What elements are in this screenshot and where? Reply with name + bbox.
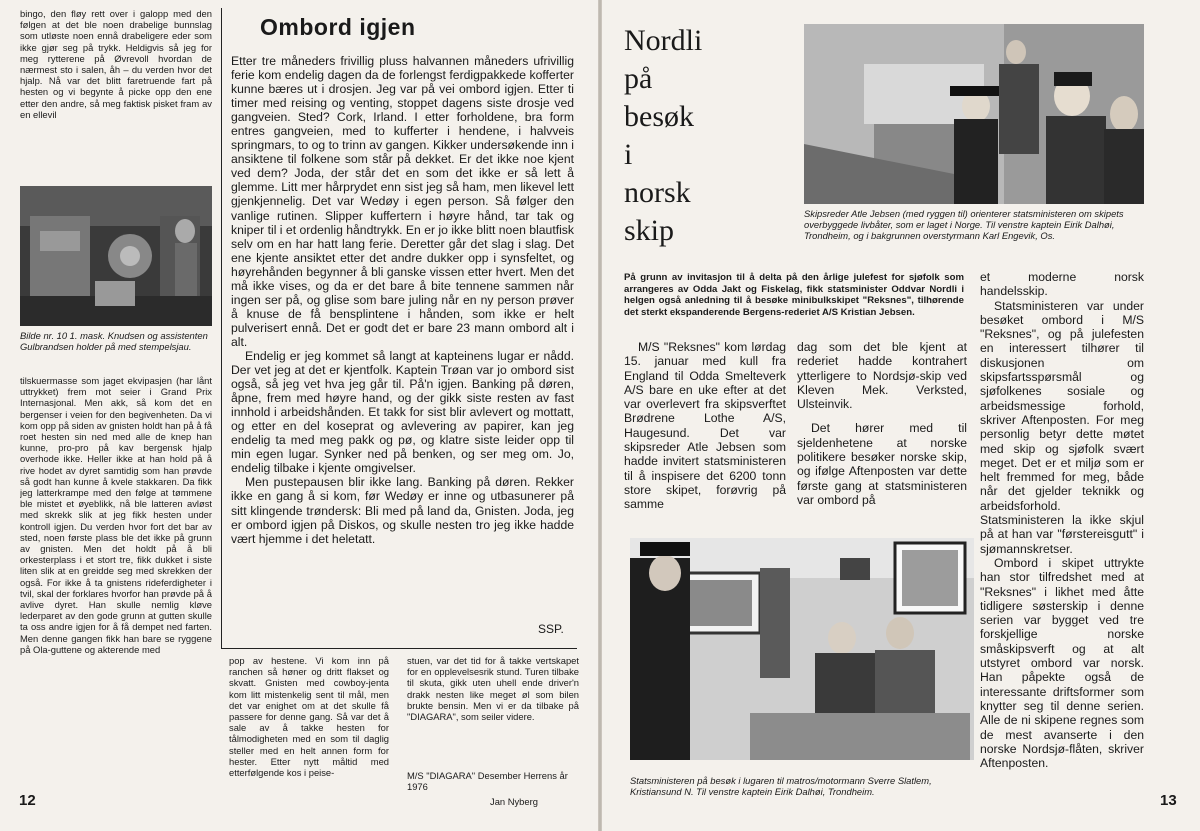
column-c-paragraph-2: Statsministeren var under besøket ombord i M/S "Reksnes", og på julefesten en interessert tilhører til diskusjonen om skipsfartsspørsmål og sjøfolkenes sosiale og arbeidsmessige forhold, skriver Aftenposten. For meg personlig betyr dette møtet med skip og sjøfolk svært meget. Det er et miljø som er helt fremmed for meg, både når det gjelder teknikk og arbeidsforhold. Statsministeren la ikke skjul på at han var "førstereisgutt" i sjømannskretser. <box>980 298 1144 556</box>
cabin-photo <box>630 538 974 760</box>
column-1-bottom-text: tilskuermasse som jaget ekvipasjen (har lånt uttrykket) frem mot seier i Grand Prix Internasjonal. Men akk, så kom det en bergenser i veien for den begivenheten. Da vi kom opp på siden av gnisten holdt han på å få roet hesten sin ned med alle de knep han kunne, pro-pro på kav bergensk hjalp overhode ikke. Heller ikke at han hold på å rive hodet av dyret samtidig som han prøvde så godt han kunne å kvele stakkaren. Da fikk jeg latterkrampe med den følge at tømmene ble mistet et øyeblikk, nå ble latteren avløst med skrekk slik at jeg fikk hesten under kontroll igjen. Du verden hvor fort det bar av sted, noen første plass ble det ikke på grunn av gnisten. Men det holdt på å bli orkesterplass i et stort tre, fikk dukket i siste liten slik at en greidde seg med skrekken der også. For ikke å ta gnistens rideferdigheter i tvil, skal der forklares hvorfor han prøvde på å avlive dyret. Han skulle nemlig kløve lederparet av den gode grunn at gutten skulle ta oss andre igjen for å få dempet ned farten. Men denne gangen fikk han bare se ryggene på Ola-guttene og akterende med <box>20 375 212 655</box>
column-right-dateline: M/S "DIAGARA" Desember Herrens år 1976 <box>407 770 568 793</box>
column-1-bottom <box>20 375 212 813</box>
article-column-b <box>797 340 967 530</box>
workshop-photo-caption: Bilde nr. 10 1. mask. Knudsen og assistenten Gulbrandsen holder på med stempelsjau. <box>20 330 208 352</box>
article-column-c <box>980 270 1144 830</box>
page-number-right: 13 <box>1160 792 1177 809</box>
headline-word-4: i <box>624 138 633 171</box>
column-c-paragraph-1: et moderne norsk handelsskip. <box>980 270 1144 299</box>
feature-headline <box>624 22 702 250</box>
headline-word-1: Nordli <box>624 24 703 57</box>
column-mid-text: pop av hestene. Vi kom inn på ranchen så høner og dritt flakset og skvatt. Gnisten med cowboy-jenta kom litt mistenkelig sent til mål, men det var enighet om at det skulle få passere for denne gang. Så var det å sale av å takke hesten for tålmodigheten med en som til daglig steller med en helt annen form for hester. Etter nytt måltid med etterfølgende kos i peise- <box>229 655 389 779</box>
column-mid <box>229 655 389 815</box>
stamping-workshop-photo <box>20 186 212 326</box>
story-border-bottom <box>221 648 577 649</box>
headline-word-3: besøk <box>624 100 694 133</box>
headline-word-6: skip <box>624 214 675 247</box>
column-a-paragraph-1: M/S "Reksnes" kom lørdag 15. januar med kull fra England til Odda Smelteverk A/S bare en uke efter at det var overlevert fra skipsverftet Brødrene Lothe A/S, Haugesund. Det var skipsreder Atle Jebsen som hadde invitert statsministeren til å inspisere det 6200 tonn store skipet, forøvrig på samme <box>624 340 786 512</box>
intro-paragraph: På grunn av invitasjon til å delta på den årlige julefest for sjøfolk som arrangeres av Odda Jakt og Fiskelag, fikk statsminister Oddvar Nordli i helgen også anledning til å besøke minibulkskipet "Reksnes", tilhørende det sterkt ekspanderende Bergens-rederiet A/S Kristian Jebsen. <box>624 272 964 318</box>
workshop-photo-image <box>20 186 212 326</box>
story-paragraph-3: Men pustepausen blir ikke lang. Banking på døren. Rekker ikke en gang å si kom, før Wedøy er inne og utbasunerer på sitt klingende trøndersk: Bli med på land da, Gnisten. Joda, jeg er ombord igjen på Diskos, og skulle nesten tro jeg ikke hadde vært hjemme i det heletatt. <box>231 475 574 546</box>
story-signature: SSP. <box>538 622 564 636</box>
headline-word-2: på <box>624 62 653 95</box>
article-column-a <box>624 340 786 530</box>
right-page <box>602 0 1200 831</box>
column-b-paragraph-2: Det hører med til sjeldenhetene at norske politikere besøker norske skip, og ifølge Aftenposten var dette første gang at statsministeren var ombord på <box>797 421 967 507</box>
deck-photo <box>804 24 1144 204</box>
column-right <box>407 655 579 745</box>
column-right-text: stuen, var det tid for å takke vertskapet for en opplevelsesrik stund. Turen tilbake til skuta, gikk uten uhell ende driver'n drakk nesten like meget øl som bilen brukte bensin. Men vi er da tilbake på "DIAGARA", som seiler videre. <box>407 655 579 723</box>
column-right-author: Jan Nyberg <box>490 796 538 807</box>
cabin-photo-image <box>630 538 974 760</box>
story-body <box>231 54 574 634</box>
page-number-left: 12 <box>19 792 36 809</box>
headline-word-5: norsk <box>624 176 691 209</box>
deck-photo-caption: Skipsreder Atle Jebsen (med ryggen til) orienterer statsministeren om skipets overbyggede livbåter, som er laget i Norge. Til venstre kaptein Eirik Dalhøi, Trondheim, og i bakgrunnen overstyrmann Karl Engevik, Os. <box>804 208 1124 241</box>
column-1-top-text: bingo, den fløy rett over i galopp med den følgen at det ble noen drabelige bunnslag som utløste noen ennå drabeligere eder som ikke gjør seg på trykk. Heldigvis så jeg for meg rytterene på Øvrevoll hvordan de nærmest sto i salen, åh – du verden hvor det hjalp. Nå var det blitt faretruende fart på hesten og vi begynte å picke opp den ene etter den andre, så meg faktisk pisket fram av en ellevil <box>20 8 212 120</box>
column-1-top <box>20 8 212 188</box>
story-border-left <box>221 8 222 648</box>
column-c-paragraph-3: Ombord i skipet uttrykte han stor tilfredshet med at "Reksnes" i likhet med åtte tidligere søsterskip i denne serien var bygget ved tre forskjellige norske småskipsverft og at alt utstyret ombord var norsk. Han påpekte også de interessante driftsformer som knytter seg til denne serien. Alle de ni skipene regnes som de mest avanserte i den norske Nordsjø-flåten, skriver Aftenposten. <box>980 555 1144 771</box>
column-b-paragraph-1: dag som det ble kjent at rederiet hadde kontrahert ytterligere to Nordsjø-skip ved Kleven Mek. Verksted, Ulsteinvik. <box>797 340 967 412</box>
deck-photo-image <box>804 24 1144 204</box>
story-headline: Ombord igjen <box>260 14 416 40</box>
story-paragraph-2: Endelig er jeg kommet så langt at kapteinens lugar er nådd. Der vet jeg at det er kjentfolk. Kaptein Trøan var jo ombord sist også, så jeg vet hva jeg går til. På'n igjen. Banking på døren, åpne, frem med høyre hand, og der gikk siste resten av fast innhold i arbeidshånden. Et takk for sist blir avlevert og mottatt, og etter en del koseprat og avlevering av papirer, kan jeg endelig ta med meg pakk og pø, og klatre siste leider opp til min egen lugar. Synker ned på benken, og ser meg om. Jo, endelig tilbake i kjente omgivelser. <box>231 348 574 476</box>
story-paragraph-1: Etter tre måneders frivillig pluss halvannen måneders ufrivillig ferie kom endelig dagen da de forlengst ferdigpakkede kofferter kunne bæres ut i drosjen. Jeg var på vei ombord igjen. Etter ti timer med reising og venting, stoppet dagens siste drosje ved gangveien. Sted? Cork, Irland. I etter forholdene, bra form entres gangveien, med to kufferter i hendene, i halvveis springmars, to og to trinn av gangen. Kikker undersøkende inn i ansiktene til folkene som står på dekket. Er det ikke noe kjent ved dem? Joda, der står det en som det ikke er så lett å glemme. Litt mer hårprydet enn sist jeg så ham, men likevel lett gjenkjennelig. Det var Wedøy i egen person. Så følger den vanlige rutinen. Slipper kuffertern i høyre hånd, tar tak og kniper til i et ordenlig håndtrykk. En er jo ikke blitt noen blautfisk selv om en har hatt lang ferie. Deretter går det slag i slag. Det ene kjente ansiktet etter det andre dukker opp i synsfeltet, og høyrehånden begynner å bli ganske vissen etter hvert. Men det må ikke vises, og da er det bare å bite tennene sammen når ingen ser på, og glise som bare juling når en ny person prøver å knuse de få bensplintene i hånden, som ikke er helt pulverisert ennå. Det er godt det er bare 23 mann ombord alt i alt. <box>231 54 574 349</box>
left-page <box>0 0 598 831</box>
cabin-photo-caption: Statsministeren på besøk i lugaren til matros/motormann Sverre Slatlem, Kristiansund N. Til venstre kaptein Eirik Dalhøi, Trondheim. <box>630 775 932 797</box>
